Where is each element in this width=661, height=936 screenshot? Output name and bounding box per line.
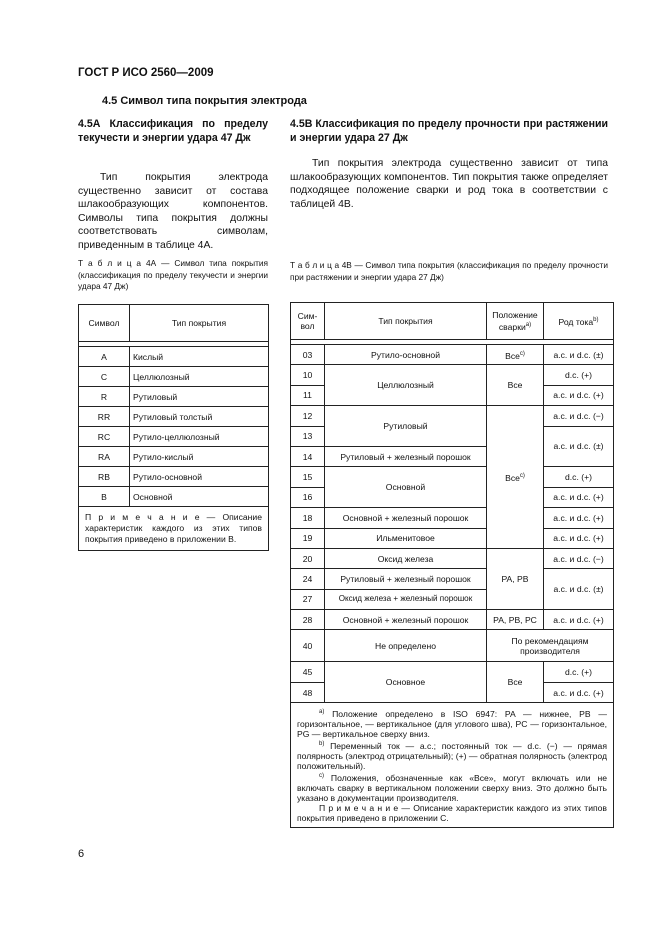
table-4b-caption: Т а б л и ц а 4В — Символ типа покрытия (классификация по пределу прочности при растяжении и энергии удара 27 Дж) [290, 260, 608, 282]
table-4b [290, 302, 614, 828]
table-row: 03 Рутило-основной Все$^{c)}$ a.c. и d.c. (±) [291, 345, 614, 365]
right-column-paragraph: Тип покрытия электрода существенно зависит от типа шлакообразующих компонентов. Тип покрытия также определяет подходящее положение сварки и род тока в соответствии с таблицей 4В. [290, 158, 608, 210]
table-row: 40 Не определено По рекомендациям производителя [291, 630, 614, 662]
table-4a-note: П р и м е ч а н и е — Описание характеристик каждого из этих типов покрытия приведено в приложении В. [79, 507, 269, 551]
document-header: ГОСТ Р ИСО 2560—2009 [78, 67, 214, 79]
table-row: 11 a.c. и d.c. (+) [291, 385, 614, 405]
table-4b-header-type: Тип покрытия [325, 303, 487, 340]
table-4b-header-current: Род тока$^{b)}$ [544, 303, 614, 340]
table-row: B Основной [79, 487, 269, 507]
table-row: 13 a.c. и d.c. (±) [291, 426, 614, 446]
table-4a-header-type: Тип покрытия [130, 305, 269, 342]
table-row: 16 a.c. и d.c. (+) [291, 487, 614, 507]
section-title: 4.5 Символ типа покрытия электрода [102, 95, 307, 107]
table-row: RA Рутило-кислый [79, 447, 269, 467]
table-row: RR Рутиловый толстый [79, 407, 269, 427]
table-row: 10 Целлюлозный Все d.c. (+) [291, 365, 614, 385]
table-row: 24 Рутиловый + железный порошок a.c. и d.c. (±) [291, 569, 614, 589]
page-number: 6 [78, 848, 85, 860]
table-row: R Рутиловый [79, 387, 269, 407]
table-4a [78, 304, 269, 551]
table-row: C Целлюлозный [79, 367, 269, 387]
table-4b-footnotes: $^{a)}$ Положение определено в ISO 6947: PA — нижнее, PB — горизонтальное, — вертикальное (для углового шва), PC — горизонтальное, PG — вертикальное сверху вниз. $^{b)}$ Переменный ток — a.c.; постоянный ток — d.c. (−) — прямая полярность (электрод отрицательный); (+) — обратная полярность (электрод положительный). $^{c)}$ Положения, обозначенные как «Все», могут включать или не включать сварку в вертикальном положении сверху вниз. Это должно быть указано в документации производителя. П р и м е ч а н и е — Описание характеристик каждого из этих типов покрытия приведено в приложении С. [291, 703, 614, 828]
table-4a-caption: Т а б л и ц а 4А — Символ типа покрытия (классификация по пределу текучести и энергии удара 47 Дж) [78, 258, 268, 291]
right-column-title: 4.5В Классификация по пределу прочности при растяжении и энергии удара 27 Дж [290, 118, 608, 144]
table-row: 20 Оксид железа PA, PB a.c. и d.c. (−) [291, 548, 614, 568]
table-row: 15 Основной d.c. (+) [291, 467, 614, 487]
table-row: 19 Ильменитовое a.c. и d.c. (+) [291, 528, 614, 548]
left-column-title: 4.5А Классификация по пределу текучести и энергии удара 47 Дж [78, 118, 268, 144]
table-4b-header-position: Положение сварки$^{a)}$ [487, 303, 544, 340]
table-row: 27 Оксид железа + железный порошок [291, 589, 614, 609]
table-row: 45 Основное Все d.c. (+) [291, 662, 614, 682]
table-row: 48 a.c. и d.c. (+) [291, 682, 614, 702]
table-row: RC Рутило-целлюлозный [79, 427, 269, 447]
table-4b-header-symbol: Сим-вол [291, 303, 325, 340]
left-column-paragraph: Тип покрытия электрода существенно зависит от состава шлакообразующих компонентов. Символы типа покрытия должны соответствовать символам, приведенным в таблице 4А. [78, 172, 268, 251]
table-row: A Кислый [79, 347, 269, 367]
table-row: 12 Рутиловый Все$^{c)}$ a.c. и d.c. (−) [291, 406, 614, 426]
table-4a-header-symbol: Символ [79, 305, 130, 342]
table-row: RB Рутило-основной [79, 467, 269, 487]
table-row: 28 Основной + железный порошок PA, PB, PC a.c. и d.c. (+) [291, 610, 614, 630]
table-row: 18 Основной + железный порошок a.c. и d.c. (+) [291, 508, 614, 528]
table-row: 14 Рутиловый + железный порошок [291, 446, 614, 466]
